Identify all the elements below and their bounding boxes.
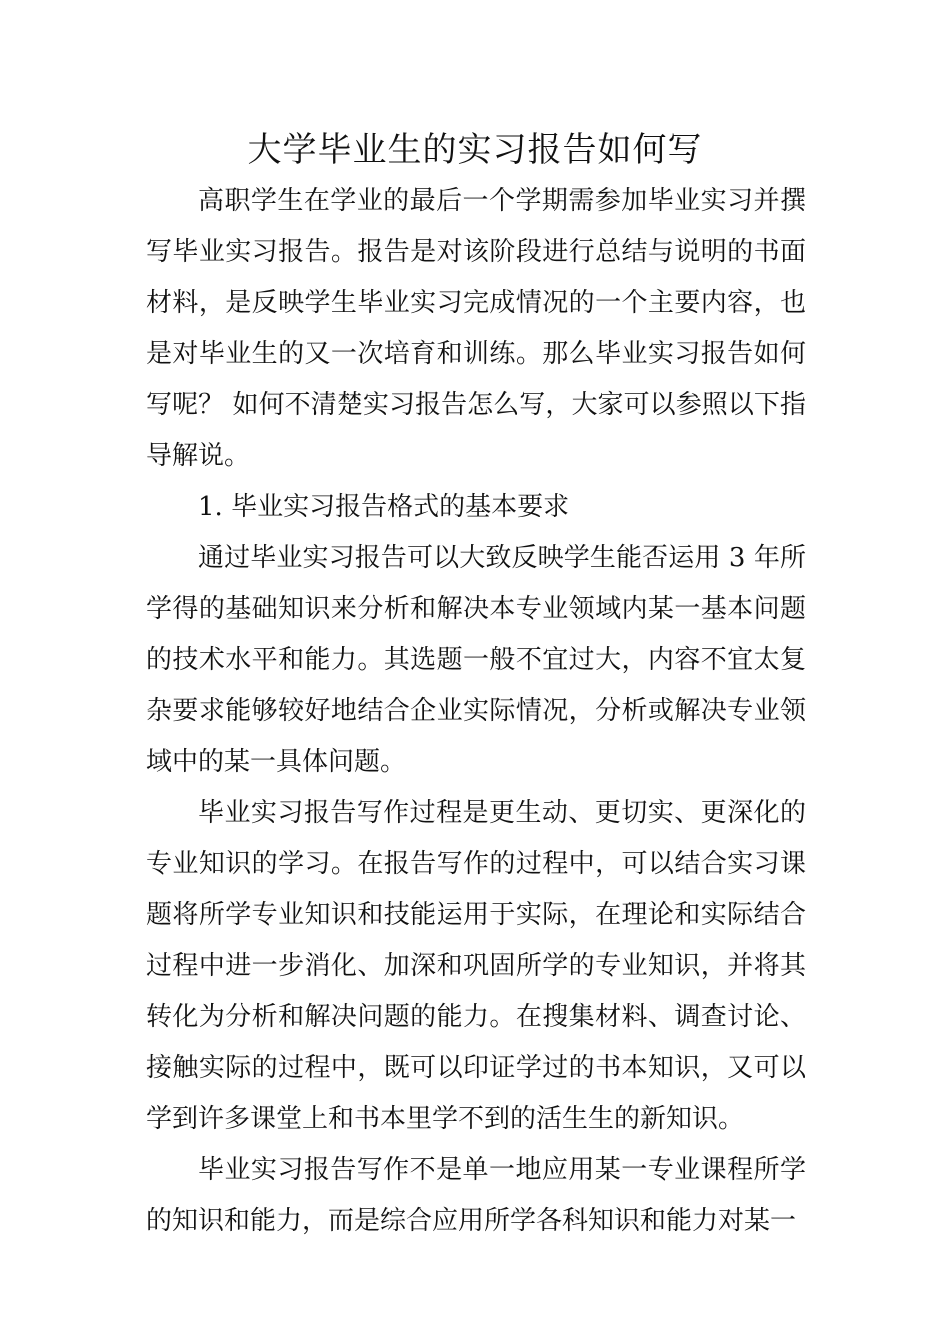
paragraph-writing-process: 毕业实习报告写作过程是更生动、更切实、更深化的专业知识的学习。在报告写作的过程中，可以结合实习课题将所学专业知识和技能运用于实际，在理论和实际结合过程中进一步消化、加深和巩固所学的专业知识，并将其转化为分析和解决问题的能力。在搜集材料、调查讨论、接触实际的过程中，既可以印证学过的书本知识，又可以学到许多课堂上和书本里学不到的活生生的新知识。 bbox=[146, 798, 806, 1134]
paragraph-requirements: 通过毕业实习报告可以大致反映学生能否运用 3 年所学得的基础知识来分析和解决本专业领域内某一基本问题的技术水平和能力。其选题一般不宜过大，内容不宜太复杂要求能够较好地结合企业实际情况，分析或解决专业领域中的某一具体问题。 bbox=[146, 543, 806, 777]
document-title: 大学毕业生的实习报告如何写 bbox=[247, 130, 703, 170]
document-body bbox=[146, 176, 806, 1247]
section-heading: 1. 毕业实习报告格式的基本要求 bbox=[198, 492, 570, 522]
paragraph-comprehensive: 毕业实习报告写作不是单一地应用某一专业课程所学的知识和能力，而是综合应用所学各科知识和能力对某一 bbox=[146, 1155, 806, 1236]
paragraph-intro: 高职学生在学业的最后一个学期需参加毕业实习并撰写毕业实习报告。报告是对该阶段进行总结与说明的书面材料，是反映学生毕业实习完成情况的一个主要内容，也是对毕业生的又一次培育和训练。那么毕业实习报告如何写呢？ 如何不清楚实习报告怎么写，大家可以参照以下指导解说。 bbox=[146, 186, 806, 471]
